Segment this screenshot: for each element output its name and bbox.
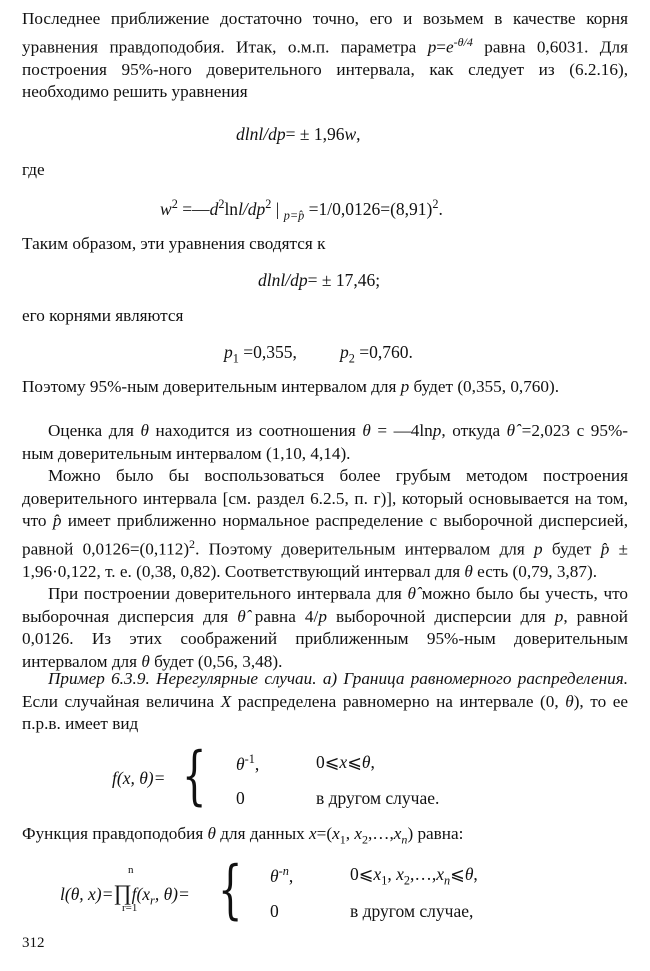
density-case-1-condition: 0⩽x⩽θ,	[316, 752, 375, 772]
density-case-2-condition: в другом случае.	[316, 788, 440, 808]
equation-root-2: $p_2 =0,760$.	[340, 342, 413, 366]
equation-score-196: dlnl/dp= ± 1,96w,	[236, 124, 361, 144]
likelihood-case-1-condition: $0⩽x_1$, $x_2,\dots,x_n⩽\theta$,	[350, 864, 478, 888]
paragraph-theta-variance: При построении доверительного интервала для θ̂ можно было бы учесть, что выборочная дисперсия для θ̂ равна 4/p выборочной дисперсии для p, равной 0,0126. Из этих соображений приближенным 95%-ным доверительным интервалом для θ будет (0,56, 3,48).	[22, 584, 629, 671]
paragraph-theta-estimate: Оценка для θ находится из соотношения θ = —4lnp, откуда θ̂ =2,023 с 95%-ным доверительным интервалом (1,10, 4,14).	[22, 421, 628, 463]
left-brace-icon-2: {	[218, 853, 243, 927]
paragraph-thus: Таким образом, эти уравнения сводятся к	[22, 234, 326, 253]
likelihood-case-2-condition: в другом случае,	[350, 901, 474, 921]
product-upper-limit: n	[128, 864, 134, 876]
paragraph-mle-intro: Последнее приближение достаточно точно, его и возьмем в качестве корня уравнения правдоподобия. Итак, о.м.п. параметра $p=e^{-\theta/4}$ равна 0,6031. Для построения 95%-ного доверительного интервала, как следует из (6.2.16), необходимо решить уравнения	[22, 9, 628, 102]
likelihood-case-1-value: $\theta^{-n}$,	[270, 864, 294, 886]
example-heading: Пример 6.3.9. Нерегулярные случаи. а) Граница равномерного распределения.	[48, 669, 628, 688]
density-case-2-value: 0	[236, 788, 245, 808]
equation-w-squared: $w^2$ $=—d^2\ln l/dp^2$ | $_{p=p̂} =1/0,0126=(8,91)^2$.	[160, 197, 443, 223]
density-case-1-value: $\theta^{-1}$,	[236, 752, 260, 774]
paragraph-example-639: Пример 6.3.9. Нерегулярные случаи. а) Граница равномерного распределения. Если случайная величина X распределена равномерно на интервале (0, θ), то ее п.р.в. имеет вид	[22, 669, 629, 733]
equation-score-1746: dlnl/dp= ± 17,46;	[258, 270, 381, 290]
product-lower-limit: r=1	[122, 902, 138, 914]
paragraph-roots: его корнями являются	[22, 306, 184, 325]
left-brace-icon: {	[182, 739, 207, 813]
paragraph-interval-p: Поэтому 95%-ным доверительным интервалом для p будет (0,355, 0,760).	[22, 377, 560, 396]
equation-density-lhs: f(x, θ)=	[112, 768, 166, 788]
likelihood-case-2-value: 0	[270, 901, 279, 921]
paragraph-rough-method: Можно было бы воспользоваться более грубым методом построения доверительного интервала [см. раздел 6.2.5, п. г)], который основывается на том, что p̂ имеет приближенно нормальное распределение с выборочной дисперсией, равной $0,0126=(0,112)^2$. Поэтому доверительным интервалом для p будет p̂ ± 1,96·0,122, т. е. (0,38, 0,82). Соответствующий интервал для θ есть (0,79, 3,87).	[22, 466, 628, 581]
equation-likelihood-lhs: l(θ, $x)=\prod f(x_r$, θ)=	[60, 880, 190, 908]
equation-root-1: $p_1 =0,355$,	[224, 342, 297, 366]
paragraph-likelihood: Функция правдоподобия θ для данных $x=(x_1$, $x_2,\dots,x_n$) равна:	[22, 824, 464, 847]
word-where: где	[22, 160, 45, 179]
page-number: 312	[22, 935, 45, 951]
